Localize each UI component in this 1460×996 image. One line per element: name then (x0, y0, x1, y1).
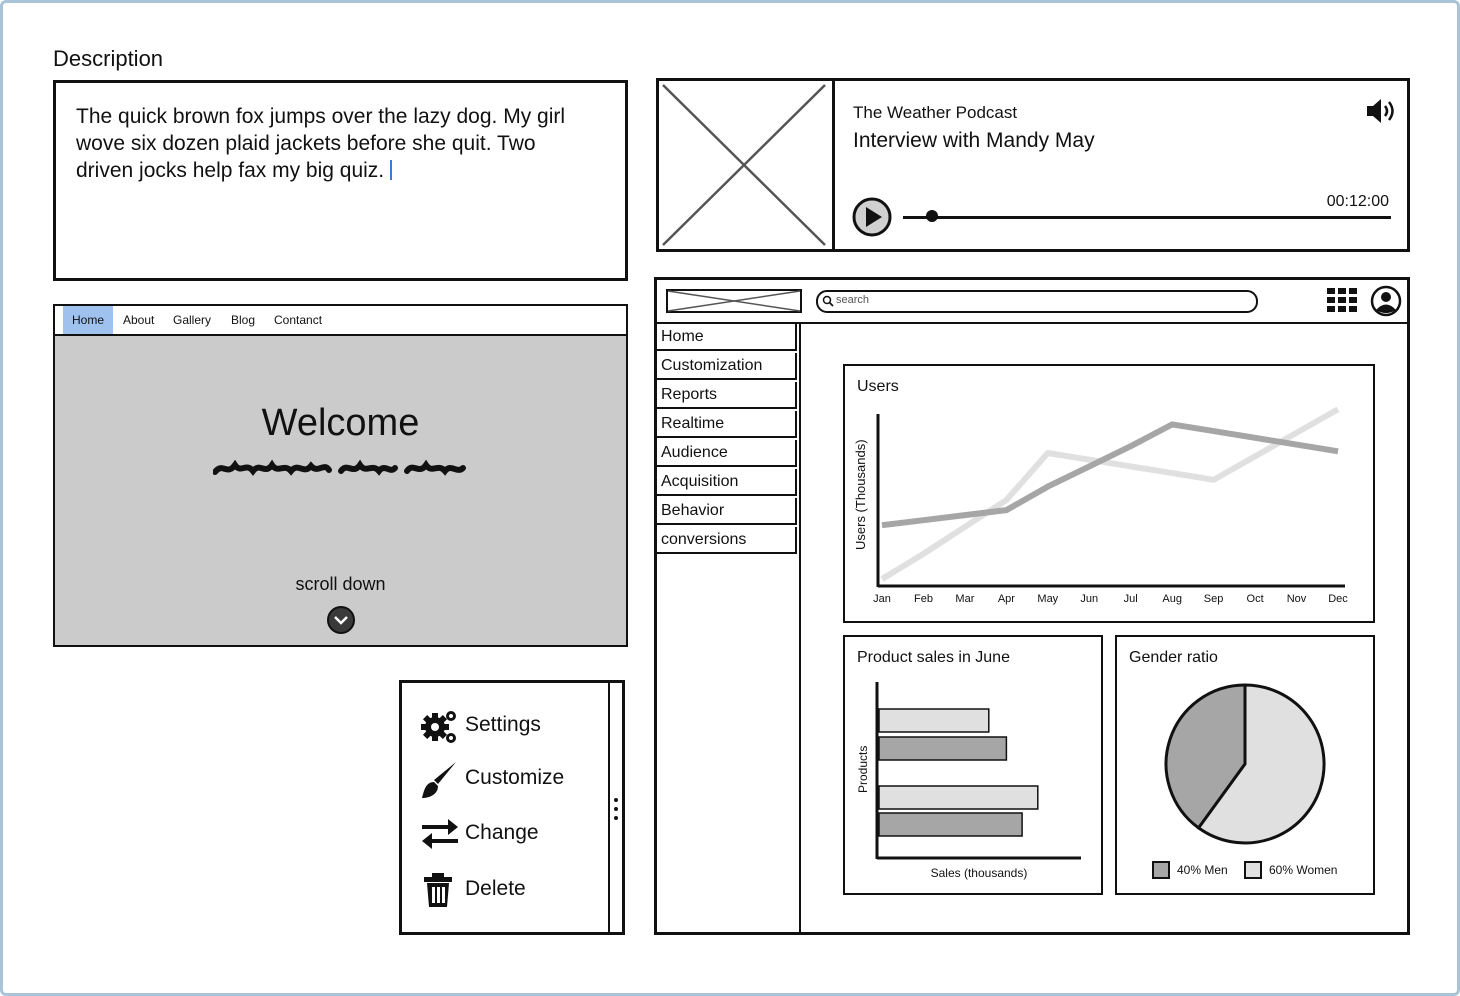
scroll-grip-icon (610, 795, 622, 825)
description-textarea[interactable] (53, 80, 628, 281)
sales-bar (879, 786, 1038, 809)
site-nav-bar (55, 306, 626, 336)
podcast-time: 00:12:00 (1326, 193, 1389, 210)
trash-icon (420, 871, 460, 909)
users-x-tick-label: Feb (914, 593, 933, 605)
users-x-tick-label: Jun (1080, 593, 1099, 605)
users-x-tick-label: Sep (1203, 593, 1224, 605)
play-button[interactable] (852, 197, 892, 237)
gender-chart-panel (1115, 635, 1375, 895)
sidebar-item-realtime[interactable]: Realtime (657, 411, 797, 438)
podcast-episode-title: Interview with Mandy May (853, 129, 1095, 152)
users-line-chart (845, 366, 1373, 621)
users-x-tick-label: Nov (1286, 593, 1307, 605)
users-series-line (882, 409, 1338, 579)
users-x-tick-label: May (1037, 593, 1059, 605)
sales-bar (879, 737, 1006, 760)
dashboard-header (657, 280, 1407, 324)
podcast-player (656, 78, 1410, 252)
users-x-tick-label: Oct (1246, 593, 1264, 605)
sidebar-item-acquisition[interactable]: Acquisition (657, 469, 797, 496)
sidebar-item-conversions[interactable]: conversions (657, 527, 797, 554)
description-text: The quick brown fox jumps over the lazy dog. My girl wove six dozen plaid jackets before she quit. Two driven jocks help fax my big quiz. (76, 105, 566, 182)
menu-scrollbar[interactable] (608, 683, 622, 932)
paintbrush-icon (420, 760, 460, 802)
podcast-cover-placeholder (659, 81, 835, 249)
menu-label-change: Change (465, 821, 539, 844)
dashboard-sidebar (657, 324, 801, 932)
scroll-down-label: scroll down (295, 574, 386, 594)
sales-chart-title: Product sales in June (857, 649, 1010, 666)
image-placeholder-icon (659, 81, 829, 249)
text-caret (390, 160, 392, 180)
gears-icon (420, 707, 460, 745)
nav-gallery[interactable]: Gallery (173, 313, 212, 327)
users-x-tick-label: Aug (1162, 593, 1182, 605)
context-menu (399, 680, 625, 935)
description-label: Description (53, 46, 164, 71)
sales-x-axis-label: Sales (thousands) (930, 866, 1028, 880)
podcast-show-name: The Weather Podcast (853, 103, 1018, 122)
menu-item-customize[interactable] (420, 758, 610, 798)
nav-home[interactable]: Home (63, 306, 113, 334)
apps-grid-icon[interactable] (1327, 288, 1357, 314)
pie-legend-label: 60% Women (1269, 863, 1338, 877)
users-x-tick-label: Jul (1123, 593, 1138, 605)
search-icon (822, 295, 834, 307)
chevron-down-icon (329, 608, 353, 632)
analytics-dashboard (654, 277, 1410, 935)
podcast-progress-track[interactable] (903, 216, 1391, 219)
sales-bar (879, 813, 1022, 836)
search-placeholder: search (836, 294, 870, 306)
nav-blog[interactable]: Blog (231, 313, 256, 327)
menu-item-change[interactable] (420, 813, 610, 853)
pie-legend-swatch (1153, 862, 1169, 878)
menu-item-settings[interactable] (420, 705, 610, 745)
sales-bar-chart (845, 637, 1101, 893)
users-series-line (882, 424, 1338, 525)
users-chart-title: Users (857, 378, 899, 395)
nav-contact[interactable]: Contanct (274, 313, 323, 327)
menu-label-delete: Delete (465, 877, 526, 900)
website-mockup (53, 304, 628, 647)
user-avatar-icon[interactable] (1370, 285, 1402, 317)
menu-item-delete[interactable] (420, 869, 610, 909)
podcast-progress-thumb[interactable] (926, 210, 938, 222)
sidebar-item-behavior[interactable]: Behavior (657, 498, 797, 525)
gender-pie-chart (1117, 637, 1373, 893)
pie-legend-swatch (1245, 862, 1261, 878)
sales-y-axis-label: Products (856, 745, 870, 793)
scroll-down-button[interactable] (327, 606, 355, 634)
users-x-tick-label: Apr (997, 593, 1015, 605)
menu-label-settings: Settings (465, 713, 541, 736)
users-x-tick-label: Jan (873, 593, 891, 605)
sidebar-item-customization[interactable]: Customization (657, 353, 797, 380)
sidebar-item-audience[interactable]: Audience (657, 440, 797, 467)
logo-placeholder-icon (666, 289, 802, 313)
scribble-placeholder-text (213, 456, 468, 480)
volume-icon[interactable] (1365, 97, 1397, 125)
menu-label-customize: Customize (465, 766, 565, 789)
users-y-axis-label: Users (Thousands) (853, 439, 868, 550)
sidebar-item-reports[interactable]: Reports (657, 382, 797, 409)
swap-arrows-icon (420, 815, 460, 851)
users-x-tick-label: Dec (1328, 593, 1348, 605)
pie-legend-label: 40% Men (1177, 863, 1228, 877)
search-input[interactable] (816, 290, 1258, 313)
sales-bar (879, 709, 989, 732)
sidebar-item-home[interactable]: Home (657, 324, 797, 351)
users-x-tick-label: Mar (955, 593, 975, 605)
users-chart-panel (843, 364, 1375, 623)
sales-chart-panel (843, 635, 1103, 895)
gender-chart-title: Gender ratio (1129, 649, 1218, 666)
nav-about[interactable]: About (123, 313, 155, 327)
hero-heading: Welcome (261, 402, 420, 444)
